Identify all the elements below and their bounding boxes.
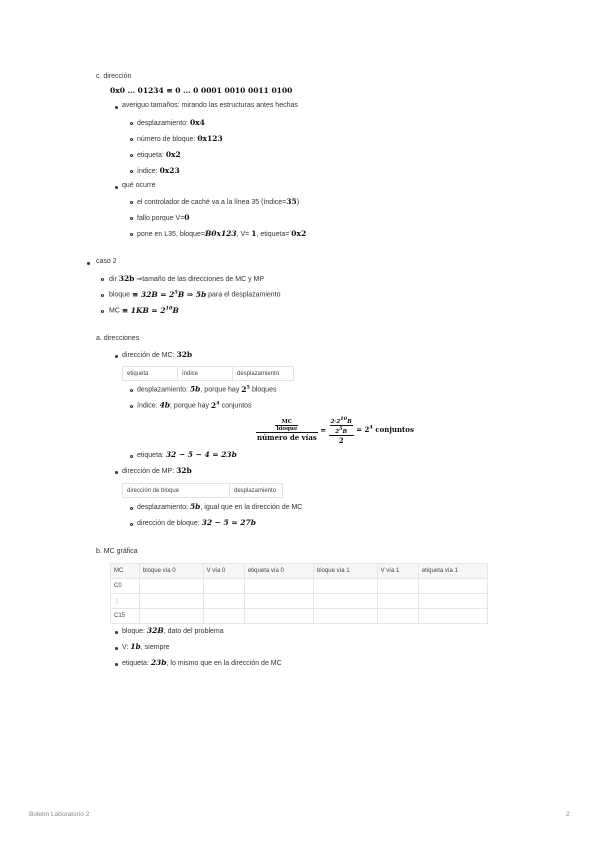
bullet	[115, 631, 118, 634]
fallo-item	[137, 213, 190, 222]
frac-exp: 4	[369, 425, 373, 431]
frac-inner-den-b: B	[342, 428, 348, 435]
frac-outer	[256, 419, 318, 442]
table-cell: desplazamiento	[233, 367, 294, 381]
table-cell: dirección de bloque	[123, 484, 230, 498]
dir-desc: ⇒tamaño de las direcciones de MC y MP	[136, 276, 265, 283]
pone-v: 1	[251, 229, 257, 238]
table-cell	[377, 594, 418, 609]
row-label-cell: ⋮	[111, 594, 140, 609]
table-cell	[418, 609, 487, 624]
indice-value: 0x23	[159, 166, 180, 175]
table-row	[111, 609, 488, 624]
table-cell	[203, 579, 244, 594]
table-header-cell: etiqueta vía 1	[418, 564, 487, 579]
frac-outer-num	[256, 419, 318, 433]
controlador-item	[137, 197, 299, 206]
desp-mc-text-2: , porque hay	[200, 386, 240, 394]
table-cell: desplazamiento	[230, 484, 283, 498]
bloque-def-item	[109, 289, 281, 299]
fallo-value: 0	[184, 213, 190, 222]
sub-bullet	[130, 170, 133, 173]
sub-bullet	[130, 389, 133, 392]
table-cell	[418, 579, 487, 594]
bullet	[115, 355, 118, 358]
table-cell	[418, 594, 487, 609]
sub-bullet	[130, 233, 133, 236]
pone-text-2: , V=	[236, 231, 250, 238]
indice-label: índice:	[137, 168, 158, 175]
desp-label: desplazamiento:	[137, 120, 188, 127]
frac-inner-den-a: 2	[335, 428, 340, 435]
mp-address-table	[122, 483, 283, 498]
indice-mc-pow-exp: 4	[216, 400, 220, 406]
v-size-desc: , siempre	[140, 644, 170, 651]
sub-bullet	[130, 507, 133, 510]
sub-bullet	[130, 455, 133, 458]
frac-den2: 2	[338, 435, 344, 445]
section-a-label: a. direcciones	[96, 335, 140, 342]
indice-mc-text: índice:	[137, 402, 158, 410]
v-size-item	[122, 642, 170, 651]
desp-mc-pow	[241, 385, 250, 394]
frac-inner-num-exp: 10	[340, 416, 348, 422]
v-size-value: 1b	[130, 642, 141, 651]
bloque-mp-value: 32 − 5 = 27b	[201, 518, 256, 527]
sub-bullet	[130, 201, 133, 204]
frac-eq1: =	[320, 425, 327, 435]
mc-def-exp: 10	[165, 305, 173, 311]
desp-mp-text-2: , igual que en la dirección de MC	[200, 504, 303, 511]
frac-end: conjuntos	[375, 425, 414, 435]
frac-outer-2-num	[329, 416, 354, 436]
frac-mc: MC	[275, 419, 298, 426]
bullet	[115, 186, 118, 189]
desp-item	[137, 118, 205, 127]
table-header-cell: V vía 1	[377, 564, 418, 579]
bloque-def-exp: 5	[174, 289, 178, 295]
mc-address-table	[122, 366, 294, 381]
bullet	[87, 262, 90, 265]
table-header-cell: V vía 0	[203, 564, 244, 579]
sub-bullet	[130, 405, 133, 408]
bloque-mp-item	[137, 518, 256, 527]
table-cell	[244, 609, 313, 624]
table-header-cell: etiqueta vía 0	[244, 564, 313, 579]
section-b-label: b. MC gráfica	[96, 548, 138, 555]
mc-def-formula	[122, 306, 179, 315]
frac-inner-den-exp: 5	[339, 425, 343, 432]
frac-vias: número de vías	[257, 432, 317, 442]
bloque-size-desc: , dato del problema	[163, 628, 224, 635]
etiq-mc-value: 32 − 5 − 4 = 23b	[165, 450, 237, 459]
table-header-cell: bloque vía 0	[139, 564, 203, 579]
bloque-size-item	[122, 626, 224, 635]
etiqueta-label: etiqueta:	[137, 152, 164, 159]
dir-mc-item	[122, 350, 192, 359]
row-label-cell: C15	[111, 609, 140, 624]
mc-graphic-table	[110, 563, 488, 624]
frac-outer-2	[329, 416, 354, 445]
frac-inner	[275, 419, 298, 432]
dir-mp-text: dirección de MP:	[122, 468, 175, 475]
desp-mc-item	[137, 384, 276, 394]
desp-mc-value: 5b	[189, 384, 201, 394]
desp-mp-item	[137, 502, 302, 511]
etiqueta-size-desc: , lo mismo que en la dirección de MC	[166, 660, 282, 667]
indice-mc-pow-base: 2	[210, 400, 217, 410]
controlador-close: )	[296, 199, 300, 206]
dir-text: dir	[109, 276, 117, 283]
etiqueta-item	[137, 150, 181, 159]
bullet	[115, 106, 118, 109]
indice-mc-text-2: ; porque hay	[170, 402, 209, 410]
frac-eq2: = 2	[356, 425, 370, 435]
sub-bullet	[130, 154, 133, 157]
bloque-value: 0x123	[197, 134, 223, 143]
etiqueta-size-item	[122, 658, 282, 667]
indice-mc-text-3: conjuntos	[221, 402, 252, 410]
etiqueta-size-text: etiqueta:	[122, 660, 149, 667]
dir-value: 32b	[118, 274, 135, 283]
mc-def-formula-a: ≡ 1KB = 2	[121, 305, 166, 315]
section-c-label: c. dirección	[96, 73, 132, 80]
bloque-def-formula	[132, 290, 206, 299]
desp-mp-text: desplazamiento:	[137, 504, 188, 511]
bloque-def-desc: para el desplazamiento	[208, 291, 281, 299]
indice-mc-value: 4b	[159, 400, 171, 410]
frac-inner-2-num	[330, 416, 353, 426]
desp-mc-pow-base: 2	[241, 384, 247, 394]
que-ocurre: qué ocurre	[122, 182, 156, 189]
sub-bullet	[101, 278, 104, 281]
page-number: 2	[566, 811, 570, 818]
address-formula: 0x0 … 01234 ≡ 0 … 0 0001 0010 0011 0100	[110, 86, 293, 95]
bloque-def-text: bloque	[109, 291, 131, 299]
sub-bullet	[130, 138, 133, 141]
sub-bullet	[130, 523, 133, 526]
v-size-text: V:	[122, 644, 129, 651]
etiqueta-size-value: 23b	[150, 658, 167, 667]
etiq-mc-item	[137, 450, 237, 459]
indice-mc-pow	[211, 401, 220, 410]
table-row	[111, 579, 488, 594]
mc-def-text: MC	[109, 307, 120, 315]
pone-item	[137, 229, 306, 238]
row-label-cell: C0	[111, 579, 140, 594]
desp-mc-pow-exp: 5	[246, 384, 250, 390]
sub-bullet	[130, 122, 133, 125]
frac-inner-num-b: B	[347, 418, 352, 425]
bloque-def-formula-b: B ⇒ 5b	[177, 289, 207, 299]
bloque-mp-text: dirección de bloque:	[137, 520, 200, 527]
frac-result	[356, 425, 414, 434]
frac-inner-num-a: 2·2	[330, 418, 341, 425]
averiguo-text: averiguo tamaños: mirando las estructuras antes hechas	[122, 102, 298, 109]
bloque-item	[137, 134, 223, 143]
fallo-text: fallo porque V=	[137, 215, 185, 222]
table-cell	[203, 594, 244, 609]
desp-mp-value: 5b	[189, 502, 201, 511]
pone-text-3: , etiqueta=	[256, 231, 290, 238]
sub-bullet	[130, 217, 133, 220]
controlador-value: 35	[286, 197, 297, 206]
frac-inner-2	[330, 416, 353, 435]
pone-etiqueta: 0x2	[291, 229, 307, 238]
table-cell	[244, 594, 313, 609]
table-cell	[377, 579, 418, 594]
mc-def-item	[109, 305, 179, 315]
table-body	[111, 579, 488, 624]
frac-bloque: bloque	[276, 425, 298, 432]
bloque-def-formula-a: ≡ 32B = 2	[131, 289, 175, 299]
footer-title: Boletín Laboratorio 2	[29, 811, 90, 818]
controlador-text: el controlador de caché va a la línea 35 (índice=	[137, 199, 287, 206]
dir-mc-text: dirección de MC:	[122, 352, 175, 359]
bullet	[115, 663, 118, 666]
caso2-label: caso 2	[96, 258, 117, 265]
etiq-mc-text: etiqueta:	[137, 452, 164, 459]
frac-inner-2-den	[330, 426, 353, 435]
table-cell	[377, 609, 418, 624]
dir-mp-item	[122, 466, 192, 475]
indice-mc-item	[137, 400, 252, 410]
table-cell	[313, 609, 377, 624]
desp-mc-text-3: bloques	[251, 386, 277, 394]
table-cell: índice	[178, 367, 233, 381]
table-cell	[313, 579, 377, 594]
table-cell	[203, 609, 244, 624]
etiqueta-value: 0x2	[165, 150, 181, 159]
table-cell	[139, 579, 203, 594]
pone-bloque: B0x123	[204, 229, 237, 238]
mc-def-formula-b: B	[172, 305, 179, 315]
pone-text-1: pone en L35, bloque=	[137, 231, 205, 238]
table-header-cell: bloque vía 1	[313, 564, 377, 579]
indice-item	[137, 166, 180, 175]
desp-value: 0x4	[189, 118, 205, 127]
table-row	[111, 594, 488, 609]
table-cell	[139, 609, 203, 624]
table-cell	[244, 579, 313, 594]
bullet	[115, 647, 118, 650]
bloque-size-text: bloque:	[122, 628, 145, 635]
bloque-label: número de bloque:	[137, 136, 196, 143]
table-header-row	[111, 564, 488, 579]
sub-bullet	[101, 310, 104, 313]
bullet	[115, 471, 118, 474]
table-header-cell: MC	[111, 564, 140, 579]
dir-mc-value: 32b	[176, 350, 193, 359]
bloque-size-value: 32B	[146, 626, 164, 635]
sets-formula	[256, 416, 414, 445]
dir-mp-value: 32b	[176, 466, 192, 475]
sub-bullet	[101, 294, 104, 297]
table-cell	[139, 594, 203, 609]
desp-mc-text: desplazamiento:	[137, 386, 188, 394]
table-cell	[313, 594, 377, 609]
table-cell: etiqueta	[123, 367, 178, 381]
dir-item	[109, 274, 264, 283]
